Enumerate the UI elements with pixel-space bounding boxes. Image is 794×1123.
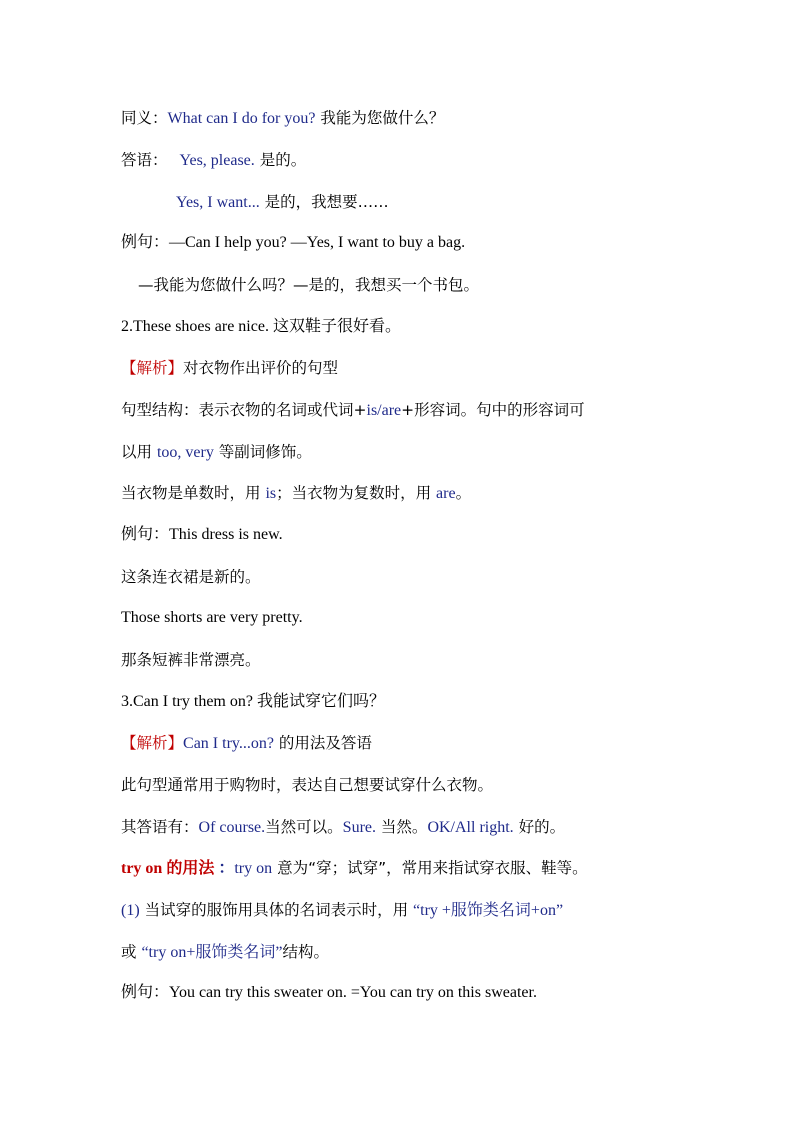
answer-of-course: Of course. — [198, 819, 266, 836]
analysis-tag: 【解析】 — [121, 359, 184, 377]
rule-1-line-2 — [121, 942, 329, 963]
try-on-phrase: try on — [234, 860, 273, 877]
answer-of-course-cn: 当然可以。 — [265, 818, 343, 836]
reply-label: 答语： — [121, 151, 168, 169]
structure-text-b: +形容词。句中的形容词可 — [401, 401, 585, 419]
structure-is-are: is/are — [366, 402, 402, 419]
example-2-translation-text: 这条连衣裙是新的。 — [121, 568, 261, 586]
reply-line-2 — [176, 192, 389, 213]
synonym-label: 同义： — [121, 109, 168, 127]
rule-1-text: 当试穿的服饰用具体的名词表示时，用 — [139, 901, 414, 919]
answer-sure: Sure. — [342, 819, 376, 836]
modifier-text-a: 以用 — [121, 443, 157, 461]
answers-line — [121, 817, 565, 838]
synonym-chinese: 我能为您做什么？ — [315, 109, 445, 127]
analysis-line-2 — [121, 733, 372, 754]
reply-chinese: 是的。 — [254, 151, 307, 169]
section-3-heading — [121, 692, 385, 712]
reply2-english: Yes, I want... — [176, 194, 260, 211]
number-rule-c: 。 — [455, 484, 472, 502]
structure-line — [121, 400, 585, 421]
example-line-4 — [121, 983, 537, 1003]
example-line-3-translation — [121, 650, 261, 670]
synonym-english: What can I do for you? — [167, 110, 316, 127]
rule-1-pattern-2: “try on+服饰类名词” — [141, 944, 283, 961]
number-rule-line — [121, 483, 471, 504]
example-1-text: 例句：—Can I help you? —Yes, I want to buy a bag. — [121, 234, 466, 251]
structure-text-a: 句型结构：表示衣物的名词或代词+ — [121, 401, 367, 419]
try-on-meaning: 意为“穿；试穿”，常用来指试穿衣服、鞋等。 — [272, 859, 588, 877]
example-line-3 — [121, 608, 303, 628]
reply-english: Yes, please. — [179, 152, 255, 169]
example-3-text: Those shorts are very pretty. — [121, 609, 303, 626]
example-3-translation-text: 那条短裤非常漂亮。 — [121, 651, 261, 669]
modifier-text-b: 等副词修饰。 — [213, 443, 312, 461]
rule-1-number: (1) — [121, 902, 140, 919]
example-2-text: 例句：This dress is new. — [121, 526, 283, 543]
analysis-2-text: 的用法及答语 — [273, 734, 372, 752]
answer-sure-cn: 当然。 — [376, 818, 428, 836]
number-rule-a: 当衣物是单数时，用 — [121, 484, 266, 502]
rule-1-line — [121, 900, 563, 921]
example-4-text: 例句：You can try this sweater on. =You can try on this sweater. — [121, 984, 537, 1001]
analysis-2-pattern: Can I try...on? — [183, 735, 274, 752]
try-on-colon: ： — [218, 860, 235, 877]
answers-label: 其答语有： — [121, 818, 199, 836]
section-2-title: 2.These shoes are nice. 这双鞋子很好看。 — [121, 318, 401, 335]
reply2-chinese: 是的，我想要…… — [259, 193, 389, 211]
answer-ok: OK/All right. — [427, 819, 514, 836]
example-line-2 — [121, 525, 283, 545]
rule-1-pattern: “try +服饰类名词+on” — [413, 902, 564, 919]
modifier-words: too, very — [156, 444, 214, 461]
example-1-translation-text: —我能为您做什么吗？—是的，我想买一个书包。 — [138, 276, 480, 294]
answer-ok-cn: 好的。 — [513, 818, 566, 836]
usage-line — [121, 775, 493, 795]
reply-line — [121, 150, 306, 171]
number-rule-are: are — [436, 485, 456, 502]
section-2-heading — [121, 317, 401, 337]
example-line-1 — [121, 233, 465, 253]
synonym-line — [121, 108, 444, 129]
try-on-usage-title: try on 的用法 — [121, 860, 219, 877]
rule-1-or: 或 — [121, 943, 142, 961]
example-line-2-translation — [121, 567, 261, 587]
analysis-text: 对衣物作出评价的句型 — [183, 359, 339, 377]
analysis-line-1 — [121, 358, 338, 379]
modifier-line — [121, 442, 312, 463]
example-line-1-translation — [138, 275, 479, 295]
number-rule-is: is — [265, 485, 277, 502]
number-rule-b: ；当衣物为复数时，用 — [276, 484, 437, 502]
try-on-usage-line — [121, 858, 588, 879]
rule-1-structure: 结构。 — [282, 943, 329, 961]
analysis-tag-2: 【解析】 — [121, 734, 184, 752]
section-3-title: 3.Can I try them on? 我能试穿它们吗？ — [121, 693, 385, 710]
usage-text: 此句型通常用于购物时，表达自己想要试穿什么衣物。 — [121, 776, 494, 794]
